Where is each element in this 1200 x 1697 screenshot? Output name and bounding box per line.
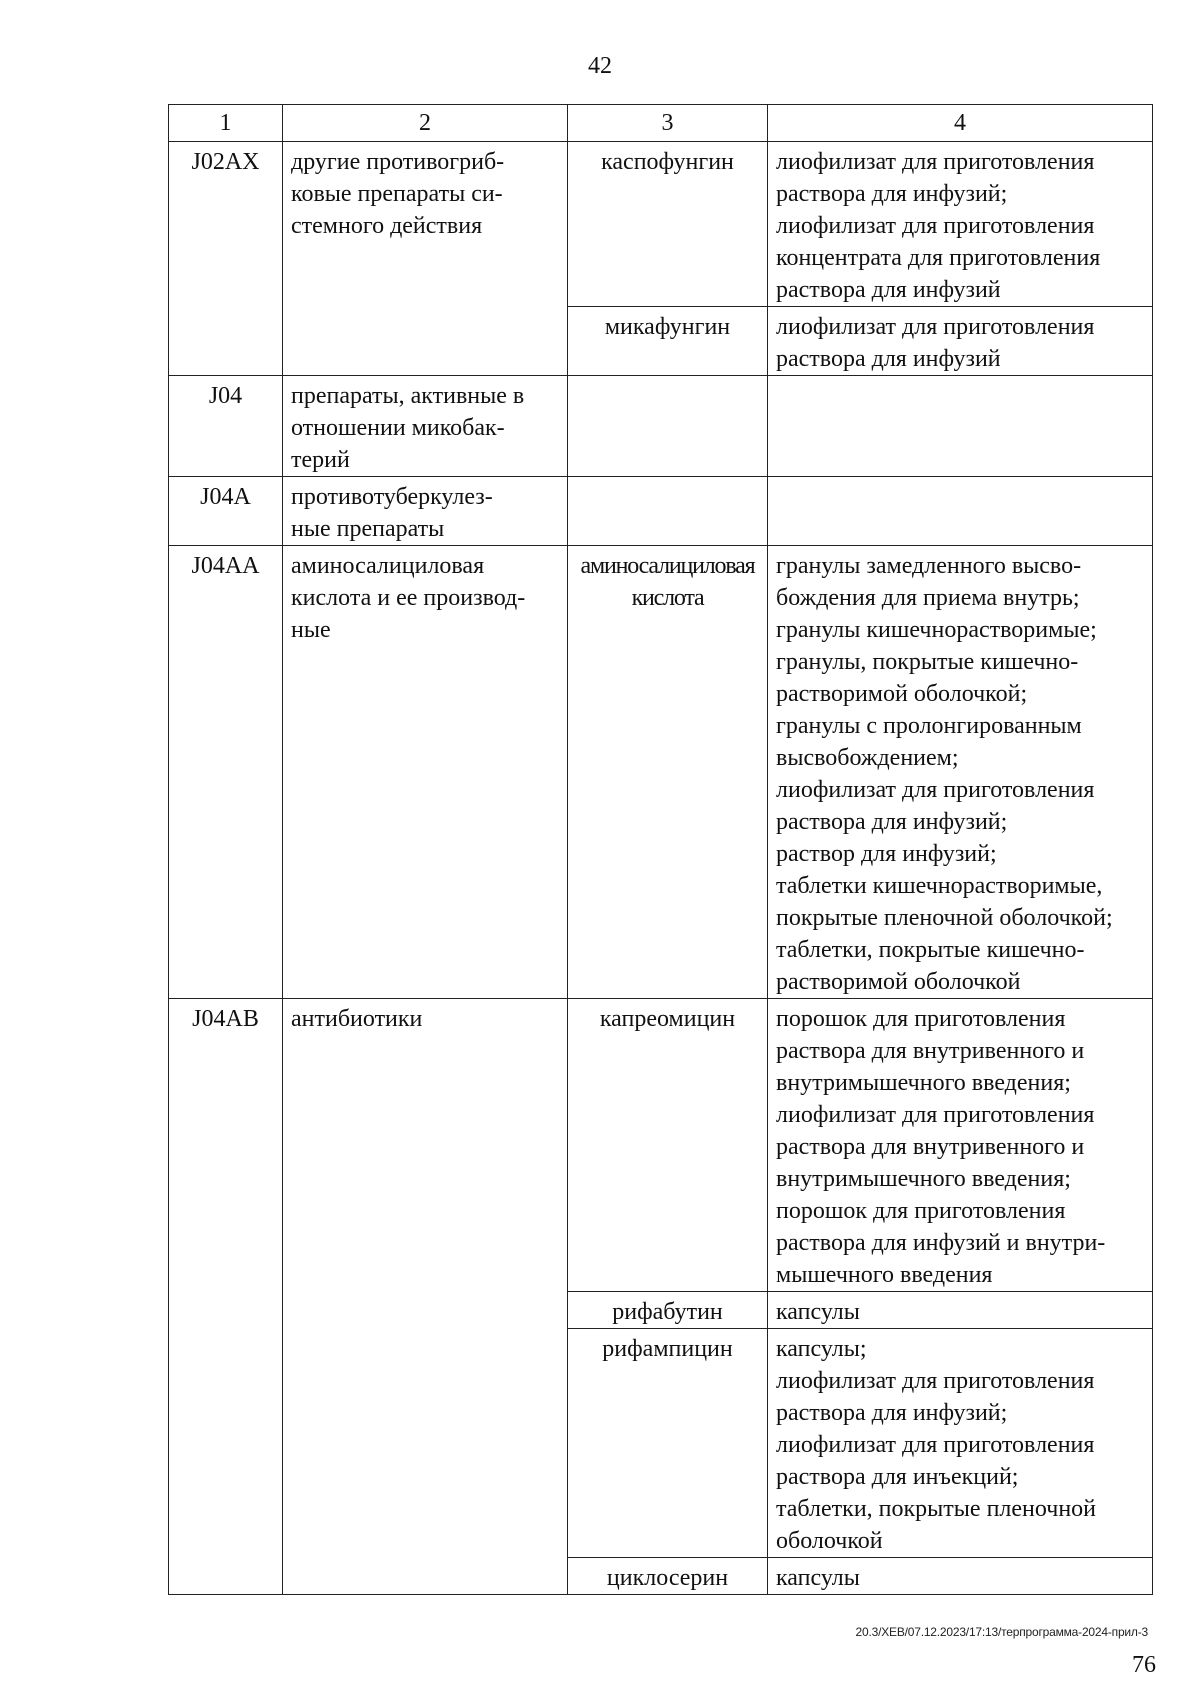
table-row xyxy=(169,477,1153,546)
dosage-form: капсулы; лиофилизат для приготовления раствора для инфузий; лиофилизат для приготовления раствора для инъекций; таблетки, покрытые пленочной оболочкой xyxy=(768,1329,1153,1558)
column-header: 2 xyxy=(283,105,568,142)
atc-code: J04A xyxy=(169,477,283,546)
column-header: 4 xyxy=(768,105,1153,142)
dosage-form: капсулы xyxy=(768,1558,1153,1595)
atc-code: J04AA xyxy=(169,546,283,999)
atc-group: аминосалициловая кислота и ее производ- ные xyxy=(283,546,568,999)
atc-code: J04AB xyxy=(169,999,283,1595)
table-row xyxy=(169,999,1153,1292)
drug-name xyxy=(568,477,768,546)
page-number-top: 42 xyxy=(588,53,612,79)
atc-code: J02AX xyxy=(169,142,283,376)
column-header: 1 xyxy=(169,105,283,142)
dosage-form: порошок для приготовления раствора для внутривенного и внутримышечного введения; лиофилизат для приготовления раствора для внутривенного и внутримышечного введения; порошок для приготовления раствора для инфузий и внутри- мышечного введения xyxy=(768,999,1153,1292)
atc-group: препараты, активные в отношении микобак- терий xyxy=(283,376,568,477)
table-row xyxy=(169,546,1153,999)
drug-name: капреомицин xyxy=(568,999,768,1292)
atc-group: противотуберкулез- ные препараты xyxy=(283,477,568,546)
dosage-form xyxy=(768,376,1153,477)
document-reference: 20.3/ХЕВ/07.12.2023/17:13/терпрограмма-2024-прил-3 xyxy=(855,1625,1148,1639)
dosage-form: гранулы замедленного высво- бождения для приема внутрь; гранулы кишечнорастворимые; гранулы, покрытые кишечно- растворимой оболочкой; гранулы с пролонгированным высвобождением; лиофилизат для приготовления раствора для инфузий; раствор для инфузий; таблетки кишечнорастворимые, покрытые пленочной оболочкой; таблетки, покрытые кишечно- растворимой оболочкой xyxy=(768,546,1153,999)
atc-code: J04 xyxy=(169,376,283,477)
dosage-form: капсулы xyxy=(768,1292,1153,1329)
dosage-form: лиофилизат для приготовления раствора для инфузий; лиофилизат для приготовления концентрата для приготовления раствора для инфузий xyxy=(768,142,1153,307)
dosage-form xyxy=(768,477,1153,546)
drug-name: каспофунгин xyxy=(568,142,768,307)
table-row xyxy=(169,376,1153,477)
drug-name: рифампицин xyxy=(568,1329,768,1558)
page-number-bottom: 76 xyxy=(1132,1652,1156,1678)
drug-name: циклосерин xyxy=(568,1558,768,1595)
dosage-form: лиофилизат для приготовления раствора для инфузий xyxy=(768,307,1153,376)
column-header: 3 xyxy=(568,105,768,142)
drug-table xyxy=(168,104,1153,1595)
drug-name: микафунгин xyxy=(568,307,768,376)
drug-name xyxy=(568,376,768,477)
atc-group: антибиотики xyxy=(283,999,568,1595)
drug-name: рифабутин xyxy=(568,1292,768,1329)
table-header-row xyxy=(169,105,1153,142)
table-row xyxy=(169,142,1153,307)
atc-group: другие противогриб- ковые препараты си- стемного действия xyxy=(283,142,568,376)
drug-name: аминосалициловая кислота xyxy=(568,546,768,999)
